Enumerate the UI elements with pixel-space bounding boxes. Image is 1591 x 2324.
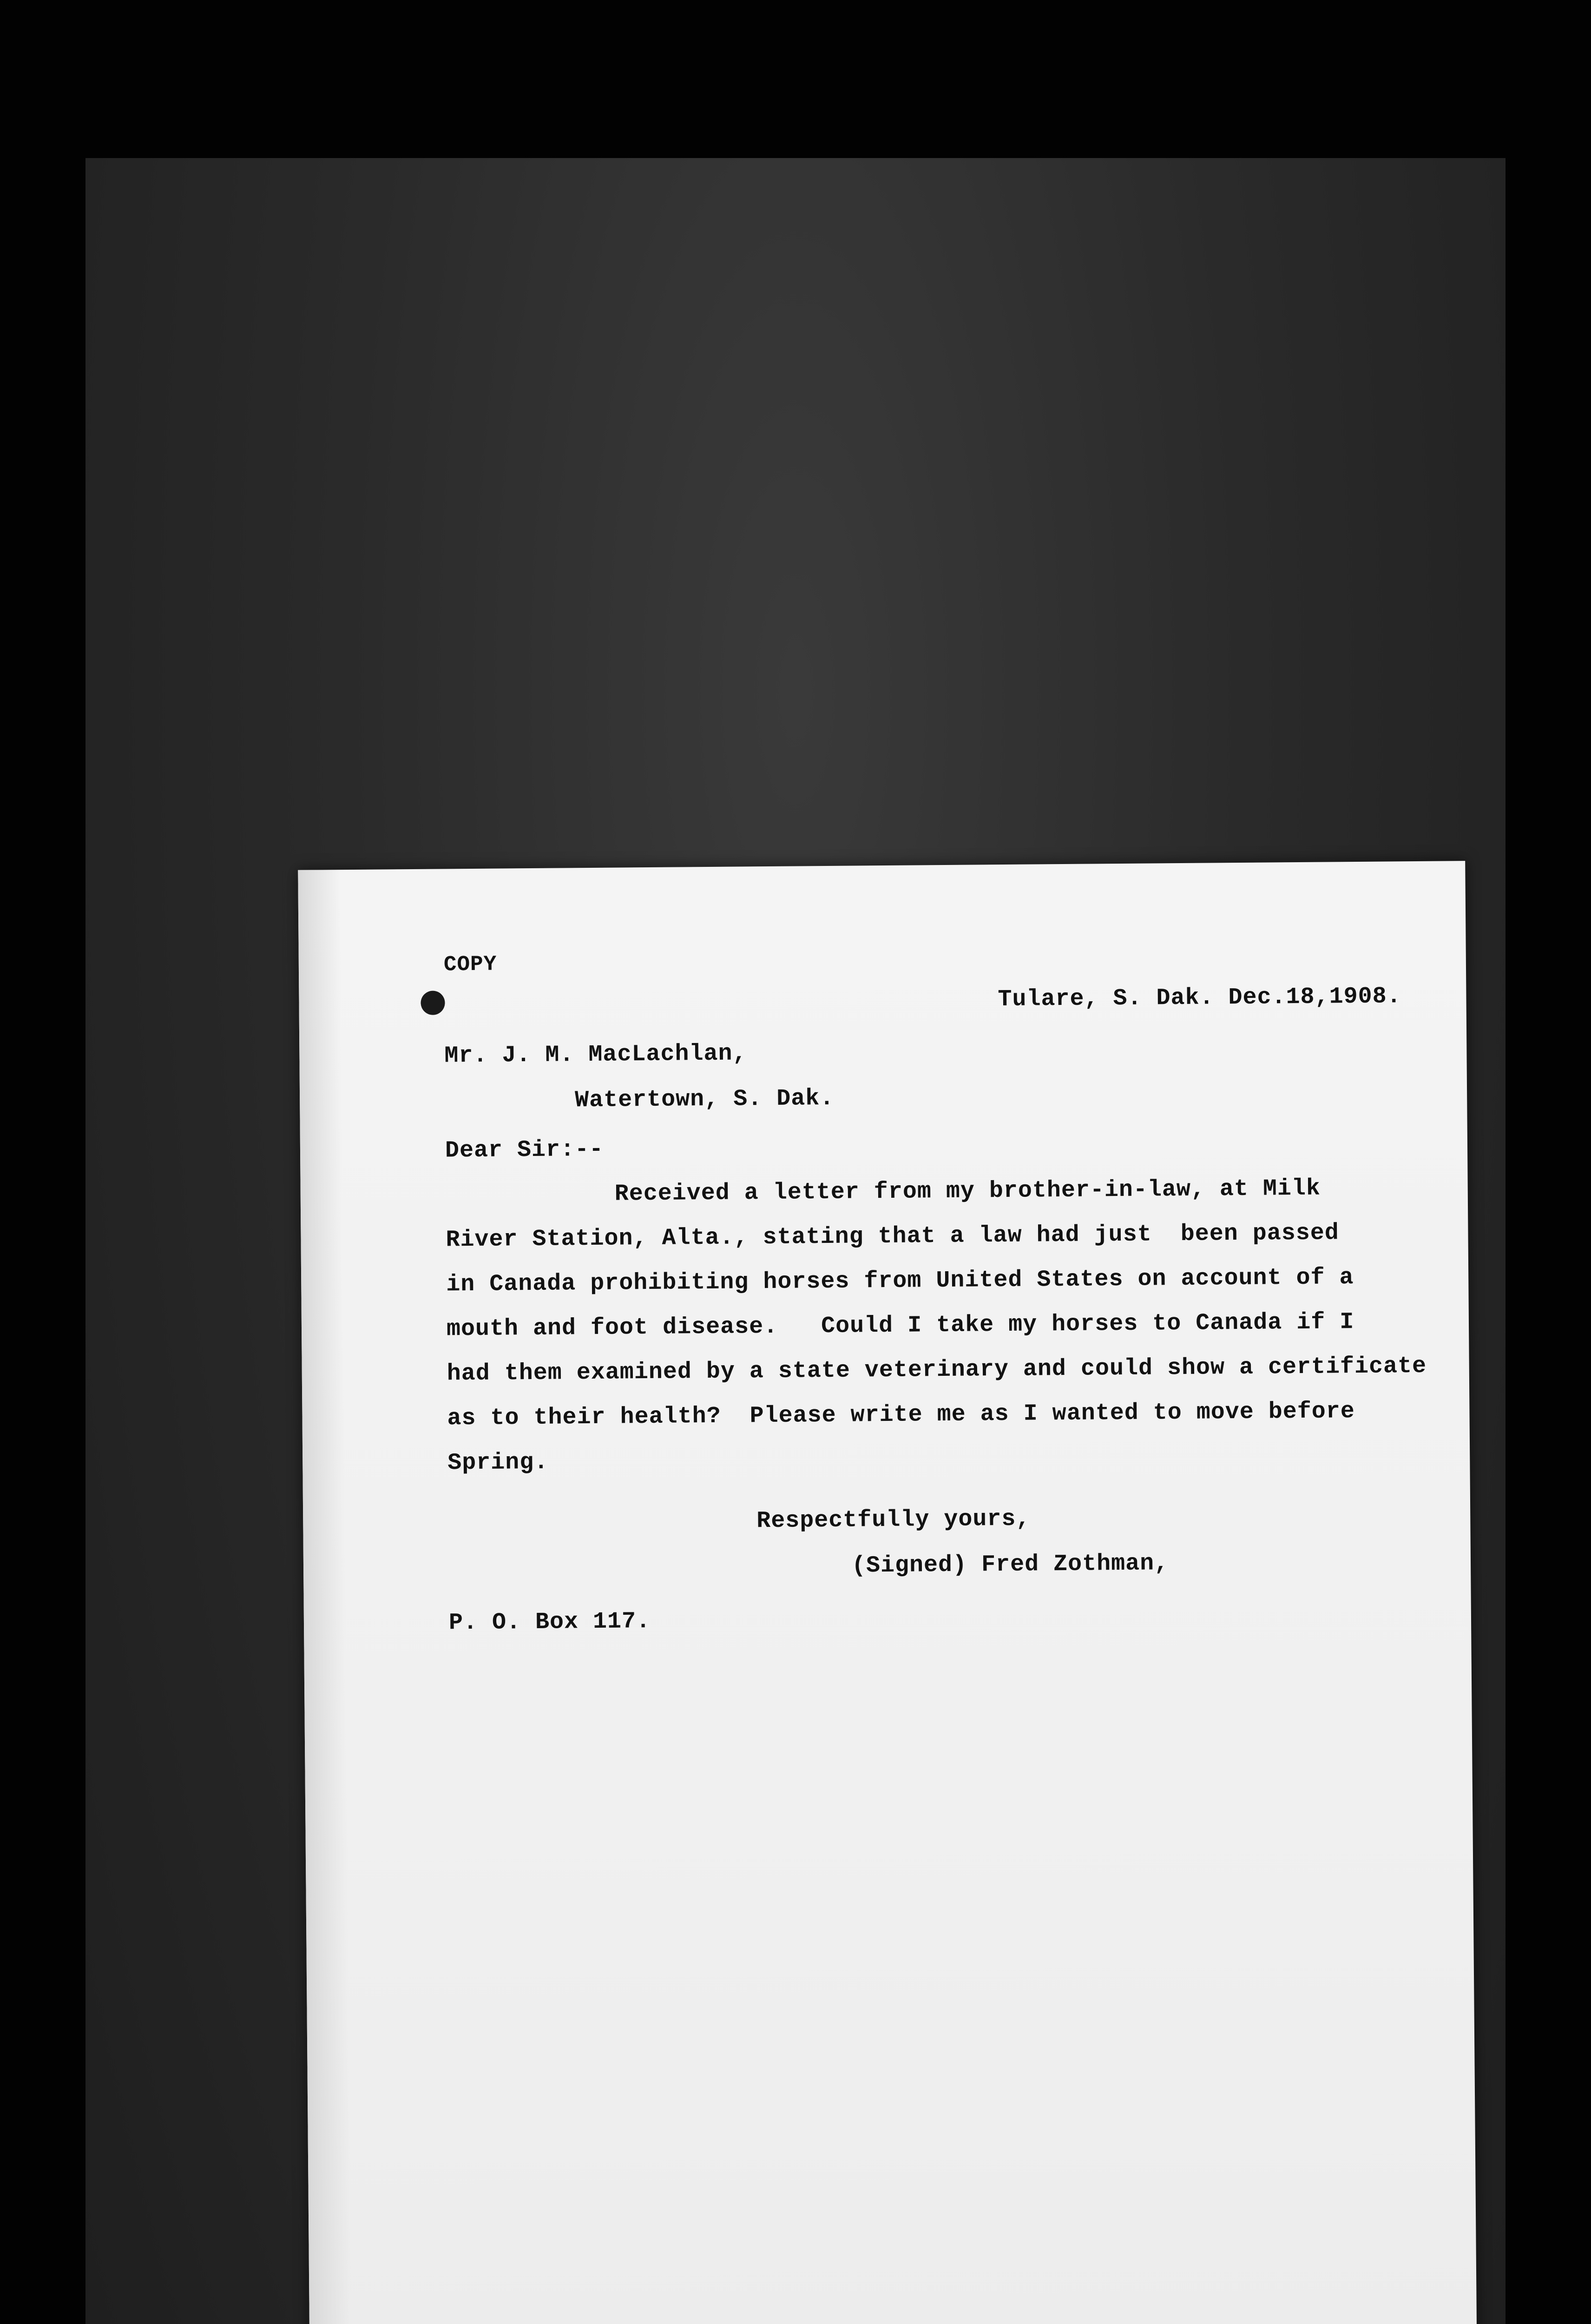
body-line: had them examined by a state veterinary and could show a certificate [447, 1353, 1427, 1387]
letter-text [298, 861, 1477, 2324]
letter-sheet [298, 861, 1477, 2324]
copy-mark: COPY [443, 952, 497, 977]
signature-line: (Signed) Fred Zothman, [851, 1550, 1169, 1579]
recipient-location: Watertown, S. Dak. [574, 1085, 835, 1114]
body-line: as to their health? Please write me as I wanted to move before [447, 1398, 1355, 1432]
sender-address: P. O. Box 117. [448, 1608, 651, 1637]
punch-hole [421, 990, 445, 1015]
date-line: Tulare, S. Dak. Dec.18,1908. [998, 983, 1401, 1013]
recipient-name: Mr. J. M. MacLachlan, [444, 1040, 747, 1070]
salutation: Dear Sir:-- [445, 1136, 604, 1164]
closing: Respectfully yours, [756, 1505, 1031, 1535]
body-line: Spring. [447, 1449, 549, 1477]
body-line: in Canada prohibiting horses from United States on account of a [446, 1264, 1354, 1298]
body-line: Received a letter from my brother-in-law, at Milk [614, 1175, 1321, 1208]
backing-board [85, 158, 1506, 2324]
body-line: mouth and foot disease. Could I take my horses to Canada if I [446, 1309, 1354, 1343]
body-line: River Station, Alta., stating that a law had just been passed [446, 1220, 1340, 1254]
